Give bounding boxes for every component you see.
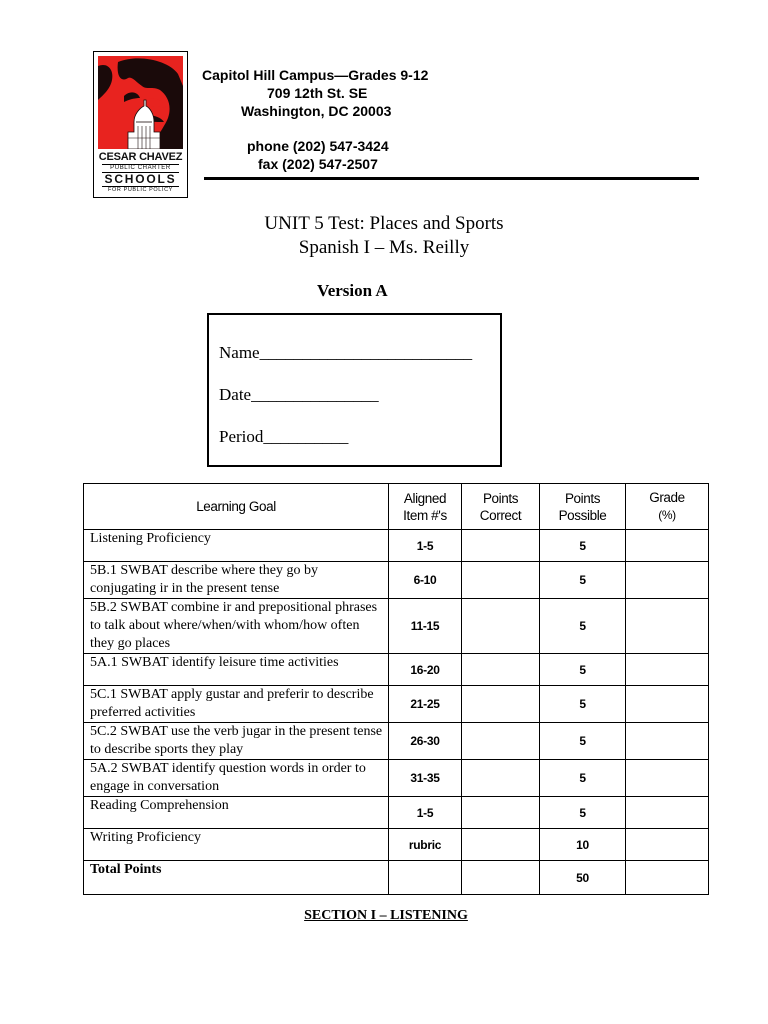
phone-line: phone (202) 547-3424 xyxy=(247,138,389,154)
items-cell: 26-30 xyxy=(389,723,462,760)
points-correct-cell[interactable] xyxy=(462,599,540,654)
header-aligned-line1: Aligned xyxy=(403,490,447,506)
grade-cell[interactable] xyxy=(626,654,709,686)
grade-cell[interactable] xyxy=(626,861,709,895)
learning-goals-table xyxy=(83,483,709,895)
logo-line-2: PUBLIC CHARTER xyxy=(102,164,179,173)
goal-cell: 5A.1 SWBAT identify leisure time activities xyxy=(84,654,389,686)
grade-cell[interactable] xyxy=(626,829,709,861)
goal-cell: 5B.1 SWBAT describe where they go by conjugating ir in the present tense xyxy=(84,562,389,599)
logo-portrait-image xyxy=(98,56,183,149)
header-correct-line2: Correct xyxy=(479,507,522,523)
city-line: Washington, DC 20003 xyxy=(241,103,392,119)
points-possible-cell: 5 xyxy=(540,599,626,654)
version-label: Version A xyxy=(317,281,388,300)
grade-cell[interactable] xyxy=(626,562,709,599)
grade-cell[interactable] xyxy=(626,760,709,797)
header-points-correct xyxy=(462,484,540,530)
items-cell: 31-35 xyxy=(389,760,462,797)
section-heading: SECTION I – LISTENING xyxy=(304,908,468,923)
student-info-box xyxy=(207,313,502,467)
logo-wordmark xyxy=(98,149,183,193)
points-correct-cell[interactable] xyxy=(462,686,540,723)
table-row xyxy=(84,797,709,829)
points-correct-cell[interactable] xyxy=(462,829,540,861)
items-cell: 1-5 xyxy=(389,530,462,562)
campus-line: Capitol Hill Campus—Grades 9-12 xyxy=(202,67,429,83)
items-cell: 16-20 xyxy=(389,654,462,686)
name-field[interactable]: Name_________________________ xyxy=(219,343,473,362)
items-cell xyxy=(389,861,462,895)
grade-cell[interactable] xyxy=(626,723,709,760)
header-points-possible xyxy=(540,484,626,530)
school-logo xyxy=(93,51,188,198)
items-cell: rubric xyxy=(389,829,462,861)
points-correct-cell[interactable] xyxy=(462,562,540,599)
logo-line-3: SCHOOLS xyxy=(104,172,177,186)
header-possible-line1: Points xyxy=(564,490,601,506)
table-row xyxy=(84,829,709,861)
points-possible-cell: 5 xyxy=(540,562,626,599)
date-field[interactable]: Date_______________ xyxy=(219,385,379,404)
points-correct-cell[interactable] xyxy=(462,797,540,829)
course-title: Spanish I – Ms. Reilly xyxy=(298,237,470,258)
header-learning-goal: Learning Goal xyxy=(84,484,389,530)
table-header-row xyxy=(84,484,709,530)
table-row xyxy=(84,723,709,760)
points-correct-cell[interactable] xyxy=(462,530,540,562)
points-possible-cell: 5 xyxy=(540,686,626,723)
total-row xyxy=(84,861,709,895)
goal-cell: 5C.2 SWBAT use the verb jugar in the present tense to describe sports they play xyxy=(84,723,389,760)
goal-cell: Listening Proficiency xyxy=(84,530,389,562)
table-row xyxy=(84,562,709,599)
portrait-capitol-icon xyxy=(98,56,183,149)
logo-line-4: FOR PUBLIC POLICY xyxy=(102,186,179,194)
total-label-cell: Total Points xyxy=(84,861,389,895)
goal-cell: 5A.2 SWBAT identify question words in order to engage in conversation xyxy=(84,760,389,797)
logo-line-1: CESAR CHAVEZ xyxy=(98,151,183,163)
items-cell: 6-10 xyxy=(389,562,462,599)
items-cell: 11-15 xyxy=(389,599,462,654)
header-possible-line2: Possible xyxy=(558,507,607,523)
grade-cell[interactable] xyxy=(626,599,709,654)
table-row xyxy=(84,760,709,797)
goal-cell: Reading Comprehension xyxy=(84,797,389,829)
points-correct-cell[interactable] xyxy=(462,760,540,797)
table-row xyxy=(84,654,709,686)
header-divider xyxy=(204,177,699,180)
grade-cell[interactable] xyxy=(626,686,709,723)
points-possible-cell: 5 xyxy=(540,760,626,797)
grade-cell[interactable] xyxy=(626,797,709,829)
header-correct-line1: Points xyxy=(482,490,519,506)
items-cell: 21-25 xyxy=(389,686,462,723)
points-correct-cell[interactable] xyxy=(462,654,540,686)
street-line: 709 12th St. SE xyxy=(267,85,368,101)
header-grade-line1: Grade xyxy=(649,490,685,505)
period-field[interactable]: Period__________ xyxy=(219,427,349,446)
table-row xyxy=(84,686,709,723)
header-aligned-line2: Item #'s xyxy=(403,507,447,523)
points-possible-cell: 5 xyxy=(540,723,626,760)
points-correct-cell[interactable] xyxy=(462,861,540,895)
header-grade xyxy=(626,484,709,530)
grade-cell[interactable] xyxy=(626,530,709,562)
points-possible-cell: 5 xyxy=(540,797,626,829)
test-title: UNIT 5 Test: Places and Sports xyxy=(264,213,504,234)
points-possible-cell: 5 xyxy=(540,654,626,686)
points-possible-cell: 5 xyxy=(540,530,626,562)
header-grade-line2: (%) xyxy=(658,508,676,522)
table-row xyxy=(84,599,709,654)
points-possible-cell: 50 xyxy=(540,861,626,895)
table-row xyxy=(84,530,709,562)
goal-cell: 5B.2 SWBAT combine ir and prepositional phrases to talk about where/when/with whom/how often they go places xyxy=(84,599,389,654)
fax-line: fax (202) 547-2507 xyxy=(258,156,378,172)
header-aligned-items xyxy=(389,484,462,530)
goal-cell: 5C.1 SWBAT apply gustar and preferir to describe preferred activities xyxy=(84,686,389,723)
items-cell: 1-5 xyxy=(389,797,462,829)
points-correct-cell[interactable] xyxy=(462,723,540,760)
points-possible-cell: 10 xyxy=(540,829,626,861)
goal-cell: Writing Proficiency xyxy=(84,829,389,861)
